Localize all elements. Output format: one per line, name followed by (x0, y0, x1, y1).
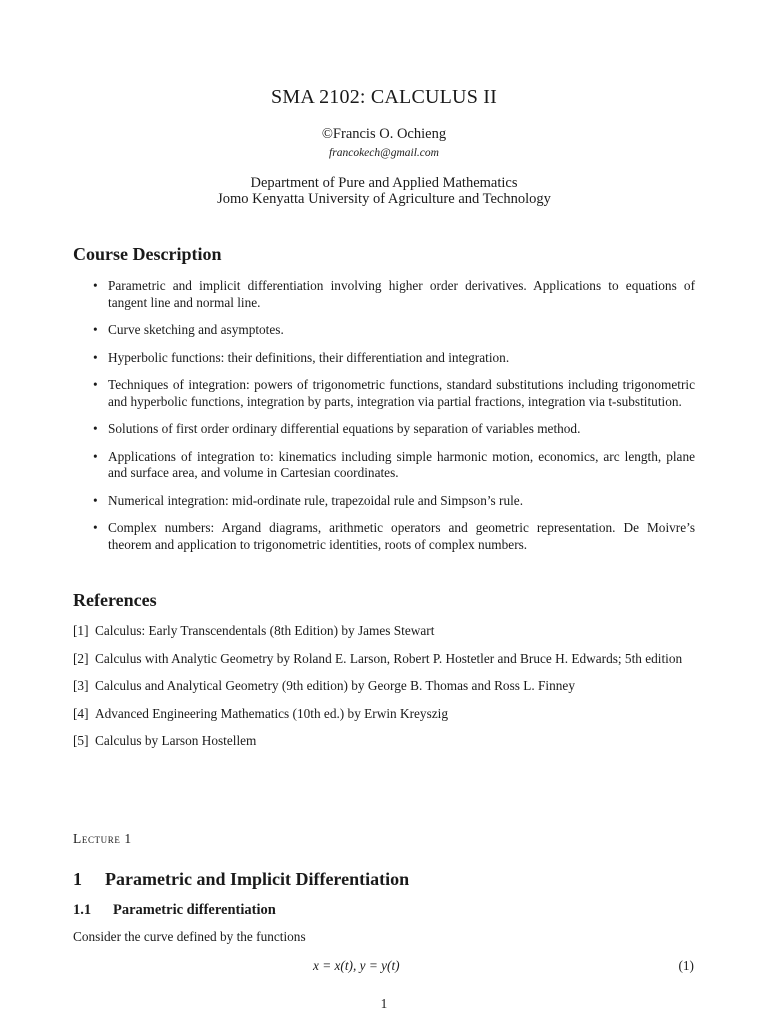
bullet-icon: • (93, 448, 98, 464)
reference-text: Calculus by Larson Hostellem (95, 733, 257, 748)
department: Department of Pure and Applied Mathematics (250, 175, 518, 191)
list-item-text: Curve sketching and asymptotes. (108, 322, 284, 337)
equation: x = x(t), y = y(t) (313, 958, 400, 973)
bullet-icon: • (93, 278, 98, 293)
bullet-icon: • (93, 421, 98, 436)
list-item-text: Numerical integration: mid-ordinate rule, trapezoidal rule and Simpson’s rule. (108, 492, 524, 508)
document-title: SMA 2102: CALCULUS II (271, 86, 497, 108)
list-item (73, 377, 695, 410)
reference-number: [2] (73, 650, 89, 666)
bullet-icon: • (93, 322, 98, 337)
list-item (73, 322, 695, 339)
reference-text: Calculus: Early Transcendentals (8th Edition) by James Stewart (95, 623, 435, 638)
section-number: 1 (73, 869, 82, 889)
list-item (73, 421, 695, 438)
reference-number: [1] (73, 623, 89, 638)
lecture-label: Lecture 1 (73, 831, 132, 846)
reference-item (73, 733, 695, 750)
reference-number: [4] (73, 705, 89, 721)
bullet-icon: • (93, 492, 98, 508)
references-heading: References (73, 590, 157, 610)
reference-text: Advanced Engineering Mathematics (10th ed.) by Erwin Kreyszig (95, 705, 448, 721)
list-item-text: Techniques of integration: powers of trigonometric functions, standard substitutions including trigonometric and hyperbolic functions, integration by parts, integration via partial fractions, integration via t-substitution. (108, 377, 695, 409)
section-heading (73, 869, 409, 890)
bullet-icon: • (93, 377, 98, 392)
page-number: 1 (380, 996, 388, 1011)
reference-item (73, 651, 695, 668)
subsection-title: Parametric differentiation (113, 902, 276, 918)
subsection-heading (73, 902, 276, 919)
reference-number: [5] (73, 733, 89, 748)
list-item (73, 520, 695, 553)
reference-item (73, 678, 695, 695)
course-description-heading: Course Description (73, 244, 222, 264)
list-item (73, 278, 695, 311)
list-item-text: Applications of integration to: kinematics including simple harmonic motion, economics, arc length, plane and surface area, and volume in Cartesian coordinates. (108, 448, 695, 480)
reference-text: Calculus and Analytical Geometry (9th edition) by George B. Thomas and Ross L. Finney (95, 678, 575, 693)
list-item-text: Solutions of first order ordinary differential equations by separation of variables method. (108, 421, 581, 436)
reference-item (73, 706, 695, 723)
bullet-icon: • (93, 520, 98, 535)
equation-number: (1) (678, 958, 694, 973)
bullet-icon: • (93, 349, 98, 365)
reference-text: Calculus with Analytic Geometry by Roland E. Larson, Robert P. Hostetler and Bruce H. Edwards; 5th edition (95, 650, 683, 666)
course-description-list (73, 278, 695, 564)
list-item-text: Parametric and implicit differentiation involving higher order derivatives. Applications to equations of tangent line and normal line. (108, 278, 695, 310)
list-item-text: Complex numbers: Argand diagrams, arithmetic operators and geometric representation. De Moivre’s theorem and application to trigonometric identities, roots of complex numbers. (108, 520, 695, 552)
author-email: francokech@gmail.com (329, 147, 439, 159)
references-list (73, 623, 695, 761)
body-paragraph: Consider the curve defined by the functions (73, 929, 306, 944)
author-name: ©Francis O. Ochieng (321, 126, 447, 142)
list-item (73, 449, 695, 482)
reference-item (73, 623, 695, 640)
list-item-text: Hyperbolic functions: their definitions, their differentiation and integration. (108, 349, 510, 365)
subsection-number: 1.1 (73, 902, 92, 918)
section-title: Parametric and Implicit Differentiation (105, 869, 410, 889)
list-item (73, 350, 695, 367)
list-item (73, 493, 695, 510)
reference-number: [3] (73, 678, 89, 693)
university: Jomo Kenyatta University of Agriculture and Technology (217, 191, 551, 207)
